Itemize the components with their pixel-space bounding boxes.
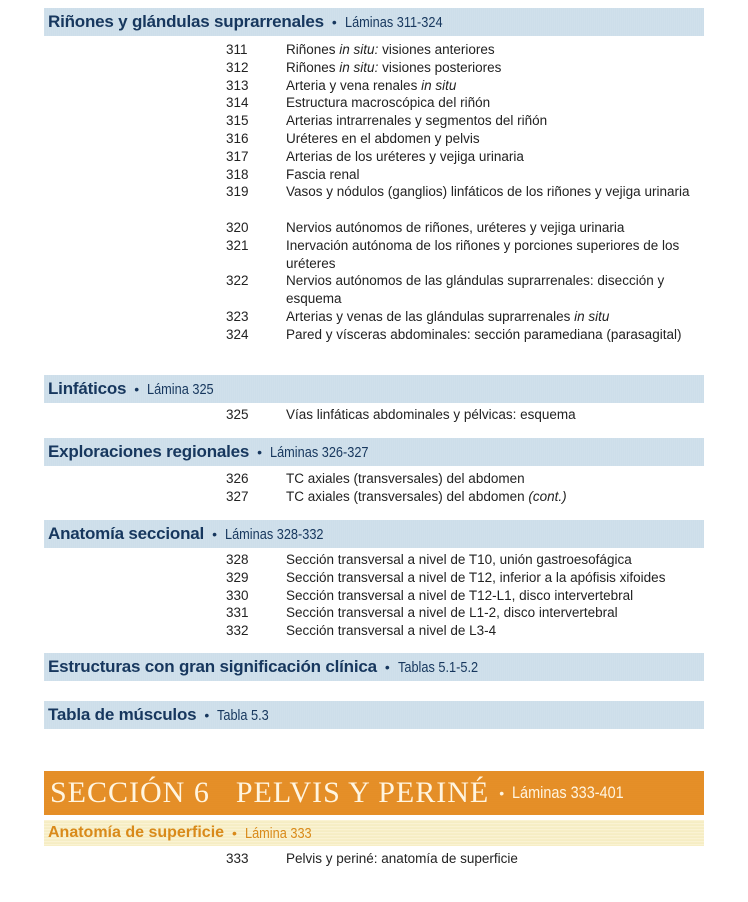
plate-number: 323 (226, 309, 249, 324)
section-range: Tabla 5.3 (217, 706, 270, 724)
plate-description: Arterias y venas de las glándulas suprarrenales in situ (286, 309, 610, 324)
plate-number: 314 (226, 95, 249, 111)
plate-description: Sección transversal a nivel de T10, unión gastroesofágica (286, 552, 632, 567)
section-range: Láminas 326-327 (270, 443, 369, 461)
plate-number: 312 (226, 59, 249, 75)
plate-number: 315 (226, 113, 249, 129)
plate-description: Vías linfáticas abdominales y pélvicas: esquema (286, 407, 576, 422)
section-title: Riñones y glándulas suprarrenales (48, 12, 324, 31)
plate-description: Sección transversal a nivel de L1-2, disco intervertebral (286, 605, 618, 621)
plate-description: Sección transversal a nivel de T12-L1, disco intervertebral (286, 587, 634, 603)
plate-number: 331 (226, 605, 249, 621)
plate-description: Nervios autónomos de las glándulas suprarrenales: disección y esquema (286, 273, 665, 307)
plate-number: 313 (226, 77, 249, 93)
plate-description: Pared y vísceras abdominales: sección paramediana (parasagital) (286, 326, 682, 342)
section-title: Estructuras con gran significación clínica (48, 657, 377, 676)
section-range: Láminas 328-332 (224, 525, 324, 543)
plate-number: 332 (226, 623, 249, 639)
plate-description: Inervación autónoma de los riñones y porciones superiores de los uréteres (286, 237, 680, 271)
plate-description: Sección transversal a nivel de T12, inferior a la apófisis xifoides (286, 569, 666, 585)
section-title: Exploraciones regionales (48, 442, 250, 461)
section-header-tabla-musculos[interactable] (44, 701, 704, 729)
plate-number: 322 (226, 273, 249, 289)
plate-number: 328 (226, 552, 249, 567)
plate-number: 333 (226, 851, 249, 866)
section-title: Linfáticos (48, 379, 127, 398)
section-header-exploraciones[interactable] (44, 438, 704, 466)
section-range: Lámina 325 (147, 380, 214, 398)
plate-description: Uréteres en el abdomen y pelvis (286, 131, 480, 146)
plate-number: 321 (226, 237, 249, 253)
subsection-title: Anatomía de superficie (48, 824, 225, 841)
plate-number: 320 (226, 220, 249, 235)
section-header-anatomia-seccional[interactable] (44, 520, 704, 548)
plate-description: Pelvis y periné: anatomía de superficie (286, 851, 518, 866)
chapter-title: PELVIS Y PERINÉ (235, 776, 490, 809)
chapter-header[interactable] (44, 771, 704, 815)
plate-description: Riñones in situ: visiones posteriores (286, 59, 502, 75)
bullet-separator: • (257, 444, 263, 460)
bullet-separator: • (134, 381, 140, 397)
section-header-rinones[interactable] (44, 8, 704, 36)
plate-description: Estructura macroscópica del riñón (286, 95, 491, 111)
subsection-range: Lámina 333 (244, 824, 312, 842)
plate-number: 327 (226, 488, 249, 504)
plate-number: 324 (226, 326, 249, 342)
section-title: Anatomía seccional (48, 524, 205, 543)
plate-description: Vasos y nódulos (ganglios) linfáticos de los riñones y vejiga urinaria (286, 184, 690, 200)
plate-number: 325 (226, 407, 249, 422)
bullet-separator: • (499, 785, 505, 801)
section-title: Tabla de músculos (48, 705, 197, 724)
chapter-number: SECCIÓN 6 (50, 776, 210, 809)
plate-number: 326 (226, 471, 249, 486)
plate-number: 319 (226, 184, 249, 200)
plate-number: 329 (226, 569, 249, 585)
subsection-header[interactable] (44, 820, 704, 846)
bullet-separator: • (212, 526, 217, 542)
section-header-estructuras[interactable] (44, 653, 704, 681)
section-range: Tablas 5.1-5.2 (397, 658, 478, 676)
plate-number: 317 (226, 148, 249, 164)
bullet-separator: • (232, 825, 237, 841)
bullet-separator: • (384, 659, 390, 675)
bullet-separator: • (204, 707, 210, 723)
plate-description: Fascia renal (286, 166, 360, 182)
plate-description: Arteria y vena renales in situ (286, 77, 457, 93)
section-range: Láminas 311-324 (344, 13, 443, 31)
plate-description: Riñones in situ: visiones anteriores (286, 42, 495, 57)
chapter-range: Láminas 333-401 (512, 783, 624, 802)
bullet-separator: • (331, 14, 337, 30)
section-header-linfaticos[interactable] (44, 375, 704, 403)
plate-description: Arterias intrarrenales y segmentos del riñón (286, 113, 548, 129)
plate-number: 330 (226, 587, 249, 603)
plate-description: Nervios autónomos de riñones, uréteres y vejiga urinaria (286, 220, 625, 235)
plate-description: TC axiales (transversales) del abdomen (286, 471, 525, 486)
plate-number: 311 (226, 42, 248, 57)
plate-description: TC axiales (transversales) del abdomen (cont.) (286, 488, 567, 504)
plate-description: Sección transversal a nivel de L3-4 (286, 623, 497, 639)
plate-description: Arterias de los uréteres y vejiga urinaria (286, 148, 524, 164)
plate-number: 318 (226, 166, 249, 182)
plate-number: 316 (226, 131, 249, 146)
